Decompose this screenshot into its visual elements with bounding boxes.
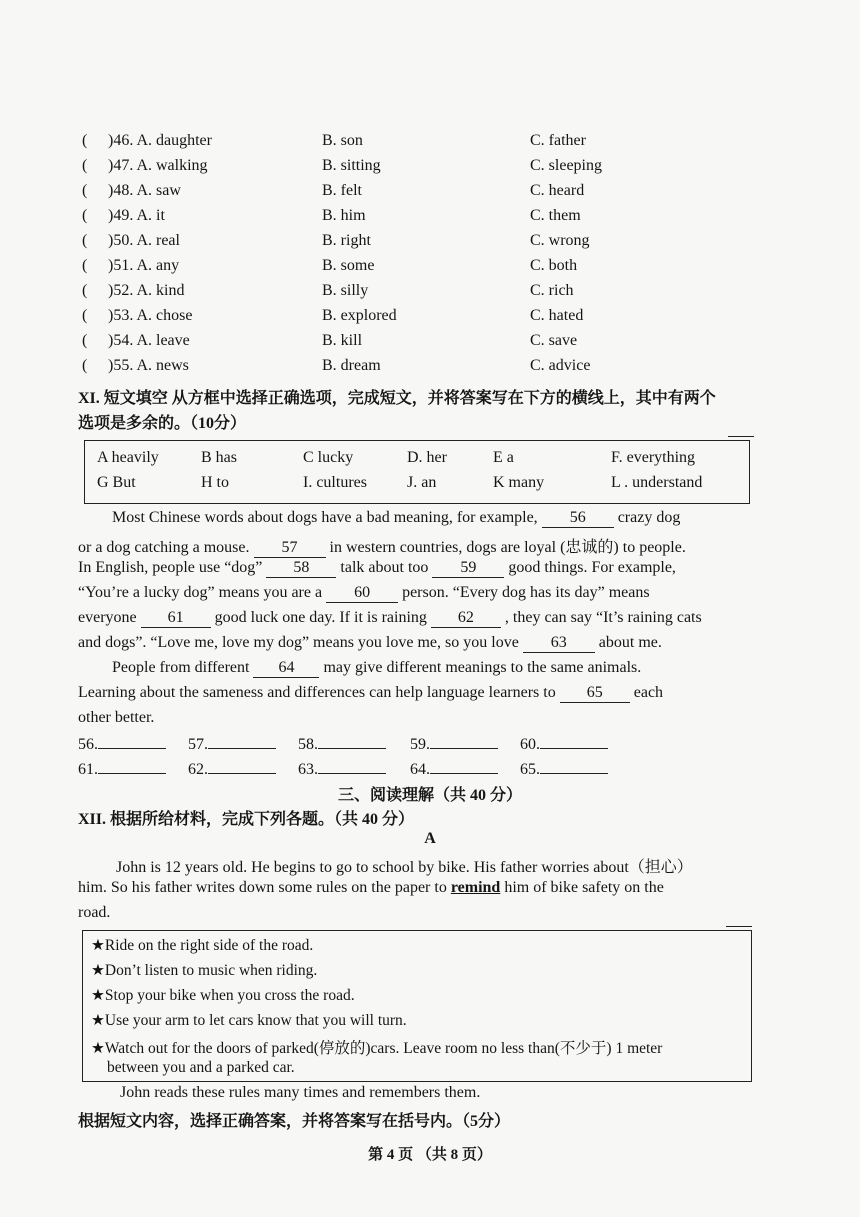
page-footer: 第 4 页 （共 8 页） (368, 1147, 492, 1163)
star-icon: ★ (91, 962, 105, 979)
option-a: )49. A. it (108, 207, 165, 224)
question-row (78, 357, 778, 382)
answer-row-2 (78, 759, 638, 783)
option-a: )55. A. news (108, 357, 189, 374)
star-icon: ★ (91, 1012, 105, 1029)
passage-line-6: and dogs”. “Love me, love my dog” means you love me, so you love 63 about me. (78, 634, 662, 651)
after-rules-text: John reads these rules many times and remembers them. (120, 1084, 481, 1101)
option-c: C. wrong (530, 232, 590, 249)
word-row-1 (85, 449, 749, 475)
option-b: B. felt (322, 182, 362, 199)
option-a: )53. A. chose (108, 307, 193, 324)
blank-58[interactable]: 58 (266, 559, 336, 578)
passage-line-3: In English, people use “dog” 58 talk about too 59 good things. For example, (78, 559, 676, 576)
section-xi-title-line1: XI. 短文填空 从方框中选择正确选项，完成短文，并将答案写在下方的横线上，其中有两个 (78, 390, 716, 407)
option-a: )48. A. saw (108, 182, 181, 199)
answer-65[interactable]: 65. (520, 759, 608, 779)
option-a: )52. A. kind (108, 282, 185, 299)
question-row (78, 257, 778, 282)
answer-row-1 (78, 734, 638, 758)
blank-65[interactable]: 65 (560, 684, 630, 703)
answer-56[interactable]: 56. (78, 734, 166, 754)
answer-bracket[interactable]: ( (82, 207, 88, 224)
question-row (78, 207, 778, 232)
passage-line-7: People from different 64 may give different meanings to the same animals. (112, 659, 642, 676)
option-c: C. save (530, 332, 578, 349)
question-instruction: 根据短文内容，选择正确答案，并将答案写在括号内。（5分） (78, 1113, 511, 1130)
rule-item: ★Use your arm to let cars know that you will turn. (91, 1012, 407, 1029)
answer-bracket[interactable]: ( (82, 357, 88, 374)
word-option: B has (201, 449, 237, 466)
section-xii-title: XII. 根据所给材料，完成下列各题。（共 40 分） (78, 811, 415, 828)
option-b: B. some (322, 257, 375, 274)
answer-bracket[interactable]: ( (82, 307, 88, 324)
passage-a-line-1: John is 12 years old. He begins to go to school by bike. His father worries about（担心） (116, 859, 693, 876)
question-row (78, 182, 778, 207)
rule-item: ★Watch out for the doors of parked(停放的)cars. Leave room no less than(不少于) 1 meter (91, 1040, 663, 1057)
passage-a-line-2: him. So his father writes down some rules on the paper to remind him of bike safety on the (78, 879, 664, 896)
answer-64[interactable]: 64. (410, 759, 498, 779)
option-b: B. explored (322, 307, 397, 324)
box-corner-mark (726, 926, 752, 927)
answer-57[interactable]: 57. (188, 734, 276, 754)
star-icon: ★ (91, 937, 105, 954)
question-row (78, 282, 778, 307)
question-row (78, 132, 778, 157)
question-row (78, 307, 778, 332)
answer-60[interactable]: 60. (520, 734, 608, 754)
answer-bracket[interactable]: ( (82, 257, 88, 274)
box-corner-mark (728, 436, 754, 437)
answer-61[interactable]: 61. (78, 759, 166, 779)
option-c: C. heard (530, 182, 585, 199)
passage-line-1: Most Chinese words about dogs have a bad meaning, for example, 56 crazy dog (112, 509, 681, 526)
passage-line-4: “You’re a lucky dog” means you are a 60 person. “Every dog has its day” means (78, 584, 650, 601)
word-option: I. cultures (303, 474, 367, 491)
answer-59[interactable]: 59. (410, 734, 498, 754)
answer-bracket[interactable]: ( (82, 232, 88, 249)
word-option: K many (493, 474, 545, 491)
passage-line-5: everyone 61 good luck one day. If it is raining 62 , they can say “It’s raining cats (78, 609, 702, 626)
option-c: C. hated (530, 307, 584, 324)
option-a: )54. A. leave (108, 332, 190, 349)
answer-bracket[interactable]: ( (82, 157, 88, 174)
blank-63[interactable]: 63 (523, 634, 595, 653)
word-row-2 (85, 474, 749, 500)
passage-line-9: other better. (78, 709, 155, 726)
option-b: B. kill (322, 332, 363, 349)
option-a: )51. A. any (108, 257, 180, 274)
option-b: B. silly (322, 282, 369, 299)
section-xi-title-line2: 选项是多余的。（10分） (78, 415, 247, 432)
question-row (78, 332, 778, 357)
star-icon: ★ (91, 1040, 105, 1057)
word-option: F. everything (611, 449, 696, 466)
blank-61[interactable]: 61 (141, 609, 211, 628)
part3-title: 三、阅读理解（共 40 分） (337, 787, 522, 804)
passage-a-heading: A (424, 830, 436, 847)
option-c: C. father (530, 132, 586, 149)
word-option: A heavily (97, 449, 159, 466)
option-c: C. advice (530, 357, 591, 374)
word-option: E a (493, 449, 514, 466)
answer-bracket[interactable]: ( (82, 132, 88, 149)
rule-item: ★Don’t listen to music when riding. (91, 962, 318, 979)
remind-keyword: remind (450, 879, 501, 896)
answer-58[interactable]: 58. (298, 734, 386, 754)
star-icon: ★ (91, 987, 105, 1004)
option-b: B. son (322, 132, 363, 149)
answer-bracket[interactable]: ( (82, 182, 88, 199)
blank-60[interactable]: 60 (326, 584, 398, 603)
option-b: B. right (322, 232, 371, 249)
rule-item-continuation: between you and a parked car. (107, 1059, 295, 1076)
blank-64[interactable]: 64 (253, 659, 319, 678)
answer-62[interactable]: 62. (188, 759, 276, 779)
option-c: C. both (530, 257, 578, 274)
question-row (78, 157, 778, 182)
answer-bracket[interactable]: ( (82, 332, 88, 349)
option-c: C. them (530, 207, 581, 224)
word-option: C lucky (303, 449, 354, 466)
blank-57[interactable]: 57 (254, 539, 326, 558)
word-option: H to (201, 474, 229, 491)
rule-item: ★Stop your bike when you cross the road. (91, 987, 355, 1004)
word-option: D. her (407, 449, 447, 466)
blank-62[interactable]: 62 (431, 609, 501, 628)
blank-59[interactable]: 59 (432, 559, 504, 578)
question-row (78, 232, 778, 257)
blank-56[interactable]: 56 (542, 509, 614, 528)
passage-line-2: or a dog catching a mouse. 57 in western countries, dogs are loyal (忠诚的) to people. (78, 539, 686, 556)
option-a: )47. A. walking (108, 157, 208, 174)
answer-bracket[interactable]: ( (82, 282, 88, 299)
answer-63[interactable]: 63. (298, 759, 386, 779)
option-a: )46. A. daughter (108, 132, 212, 149)
word-choice-box (84, 440, 750, 504)
passage-line-8: Learning about the sameness and differences can help language learners to 65 each (78, 684, 664, 701)
word-option: J. an (407, 474, 437, 491)
rule-item: ★Ride on the right side of the road. (91, 937, 314, 954)
option-b: B. him (322, 207, 366, 224)
rules-box (82, 930, 752, 1082)
option-c: C. sleeping (530, 157, 602, 174)
option-c: C. rich (530, 282, 574, 299)
word-option: G But (97, 474, 136, 491)
option-b: B. sitting (322, 157, 381, 174)
option-b: B. dream (322, 357, 381, 374)
passage-a-line-3: road. (78, 904, 111, 921)
word-option: L . understand (611, 474, 703, 491)
option-a: )50. A. real (108, 232, 180, 249)
